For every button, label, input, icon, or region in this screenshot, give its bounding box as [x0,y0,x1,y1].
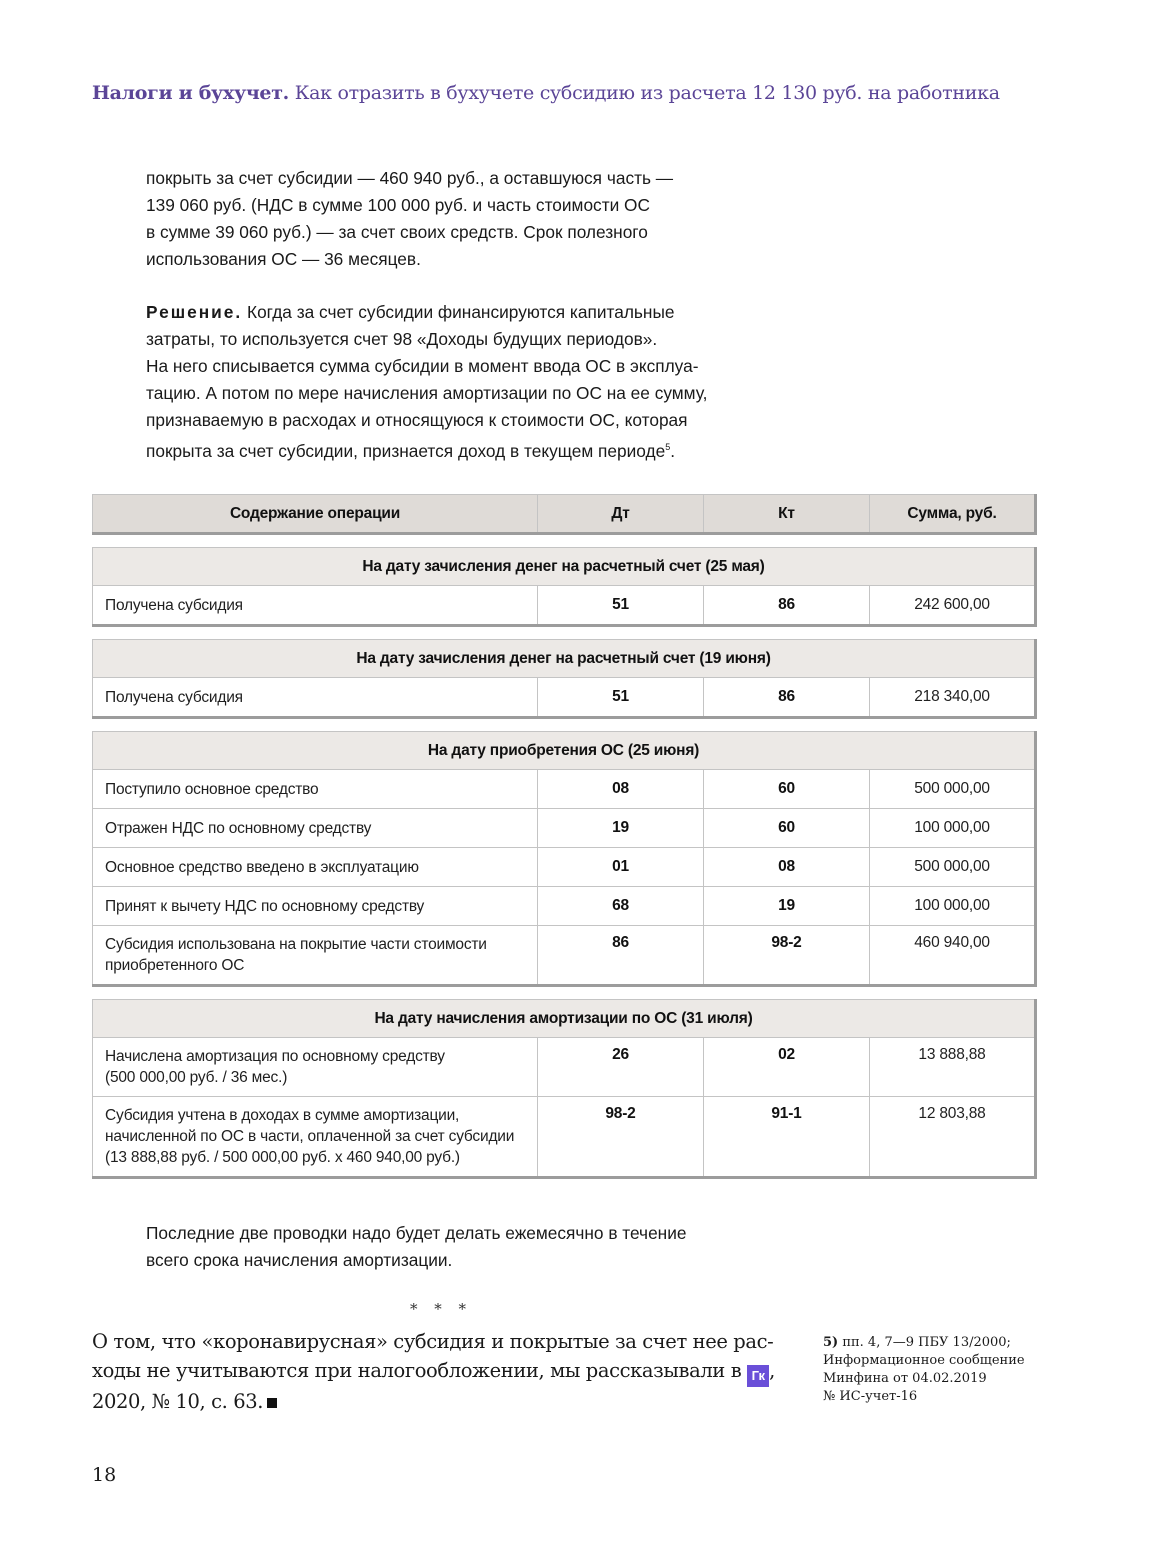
cell-line: приобретенного ОС [105,957,245,974]
section-title: На дату начисления амортизации по ОС (31 июля) [93,1000,1036,1038]
cell-amount: 500 000,00 [870,848,1036,887]
cell-operation: Получена субсидия [93,586,538,626]
cell-credit: 60 [704,770,870,809]
text-line: 2020, № 10, с. 63. [92,1390,264,1413]
comma: , [769,1359,775,1382]
table-row [93,926,1036,986]
cell-operation: Принят к вычету НДС по основному средству [93,887,538,926]
cell-credit: 98-2 [704,926,870,986]
table-section [92,639,1037,719]
cell-line: (500 000,00 руб. / 36 мес.) [105,1069,288,1086]
section-title: На дату приобретения ОС (25 июня) [93,732,1036,770]
header-operation: Содержание операции [93,495,538,534]
table-section [92,547,1037,627]
cell-debit: 51 [538,678,704,718]
cell-amount: 242 600,00 [870,586,1036,626]
cell-operation [93,1038,538,1097]
table-row [93,586,1036,626]
cell-operation: Поступило основное средство [93,770,538,809]
text-line: тацию. А потом по мере начисления амортизации по ОС на ее сумму, [146,383,708,403]
cell-operation: Отражен НДС по основному средству [93,809,538,848]
text-line: покрыть за счет субсидии — 460 940 руб., а оставшуюся часть — [146,168,674,188]
cell-amount: 460 940,00 [870,926,1036,986]
footnote-reference[interactable]: 5 [665,442,671,452]
cell-amount: 100 000,00 [870,809,1036,848]
solution-paragraph [146,299,786,465]
text-line: О том, что «коронавирусная» субсидия и покрытые за счет нее рас- [92,1330,774,1353]
after-table-paragraph [146,1220,786,1274]
text-line: Последние две проводки надо будет делать ежемесячно в течение [146,1223,687,1243]
table-row [93,1097,1036,1178]
cell-amount: 12 803,88 [870,1097,1036,1178]
running-head-section: Налоги и бухучет. [92,82,289,104]
table-row [93,887,1036,926]
text-line: покрыта за счет субсидии, признается доход в текущем периоде [146,441,666,461]
cell-credit: 86 [704,586,870,626]
cell-line: начисленной по ОС в части, оплаченной за счет субсидии [105,1128,515,1145]
cell-credit: 86 [704,678,870,718]
cell-line: Субсидия учтена в доходах в сумме амортизации, [105,1107,460,1124]
cell-credit: 02 [704,1038,870,1097]
header-amount: Сумма, руб. [870,495,1036,534]
cell-debit: 51 [538,586,704,626]
text-line: в сумме 39 060 руб.) — за счет своих средств. Срок полезного [146,222,648,242]
cell-debit: 19 [538,809,704,848]
table-row [93,1038,1036,1097]
section-title: На дату зачисления денег на расчетный счет (25 мая) [93,548,1036,586]
cell-operation: Получена субсидия [93,678,538,718]
cell-amount: 100 000,00 [870,887,1036,926]
text-line: На него списывается сумма субсидии в момент ввода ОС в эксплуа- [146,356,699,376]
text-line: всего срока начисления амортизации. [146,1250,453,1270]
table-row [93,848,1036,887]
cell-credit: 08 [704,848,870,887]
cell-debit: 08 [538,770,704,809]
gk-magazine-logo-icon[interactable]: Гк [747,1365,769,1387]
footnote [823,1334,1053,1406]
cell-debit: 68 [538,887,704,926]
closing-paragraph [92,1327,782,1416]
cell-amount: 13 888,88 [870,1038,1036,1097]
cell-line: (13 888,88 руб. / 500 000,00 руб. х 460 940,00 руб.) [105,1149,460,1166]
cell-debit: 86 [538,926,704,986]
footnote-line: Информационное сообщение [823,1353,1025,1368]
footnote-number: 5) [823,1335,839,1350]
section-title: На дату зачисления денег на расчетный счет (19 июня) [93,640,1036,678]
section-separator: * * * [410,1300,473,1318]
table-header [92,494,1037,535]
cell-line: Субсидия использована на покрытие части стоимости [105,936,487,953]
cell-credit: 91-1 [704,1097,870,1178]
text-line: использования ОС — 36 месяцев. [146,249,421,269]
header-credit: Кт [704,495,870,534]
cell-operation [93,926,538,986]
cell-amount: 500 000,00 [870,770,1036,809]
table-row [93,809,1036,848]
footnote-line: № ИС-учет-16 [823,1389,918,1404]
end-of-article-square-icon [267,1398,277,1408]
solution-label: Решение. [146,302,243,322]
running-head-title: Как отразить в бухучете субсидию из расчета 12 130 руб. на работника [294,82,1000,104]
cell-debit: 01 [538,848,704,887]
footnote-line: Минфина от 04.02.2019 [823,1371,987,1386]
header-debit: Дт [538,495,704,534]
table-section [92,999,1037,1179]
cell-line: Начислена амортизация по основному средству [105,1048,445,1065]
page-number: 18 [92,1464,117,1486]
cell-debit: 98-2 [538,1097,704,1178]
cell-amount: 218 340,00 [870,678,1036,718]
text-line: 139 060 руб. (НДС в сумме 100 000 руб. и часть стоимости ОС [146,195,650,215]
cell-operation: Основное средство введено в эксплуатацию [93,848,538,887]
cell-credit: 60 [704,809,870,848]
cell-operation [93,1097,538,1178]
cell-credit: 19 [704,887,870,926]
running-head [92,82,1072,104]
text-line: ходы не учитываются при налогообложении, мы рассказывали в [92,1359,748,1382]
table-row [93,770,1036,809]
footnote-text: пп. 4, 7—9 ПБУ 13/2000; [838,1335,1011,1350]
cell-debit: 26 [538,1038,704,1097]
intro-paragraph [146,165,786,273]
accounting-entries-table [92,494,1040,1191]
period: . [670,441,676,461]
table-section [92,731,1037,987]
table-row [93,678,1036,718]
text-line: Когда за счет субсидии финансируются капитальные [242,302,675,322]
text-line: признаваемую в расходах и относящуюся к стоимости ОС, которая [146,410,688,430]
text-line: затраты, то используется счет 98 «Доходы будущих периодов». [146,329,658,349]
